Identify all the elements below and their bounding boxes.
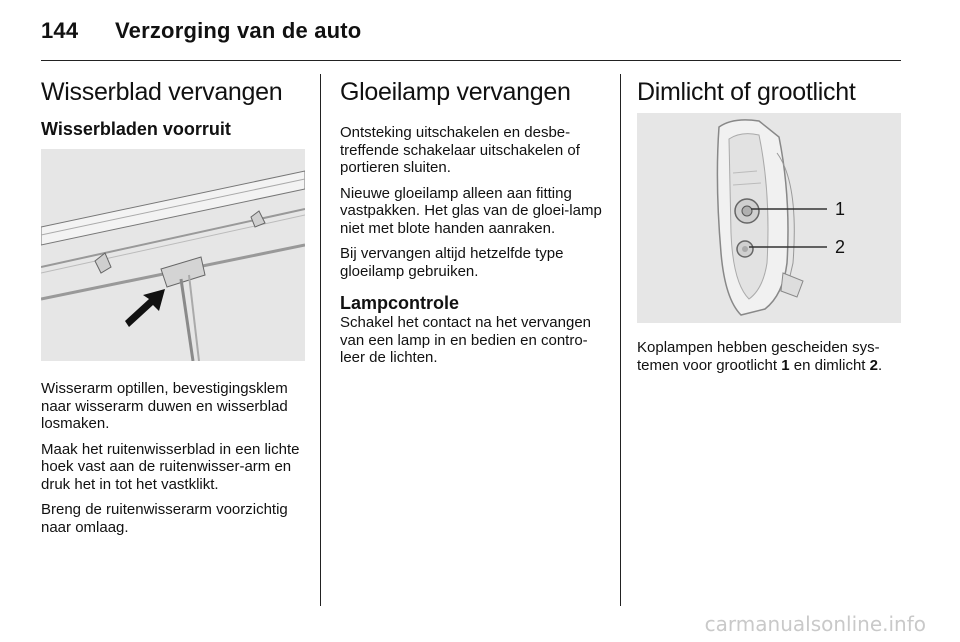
watermark: carmanualsonline.info <box>704 612 926 636</box>
wiper-blade-illustration <box>41 149 305 361</box>
column-divider-1 <box>320 74 321 606</box>
headlight-text-mid: en dimlicht <box>789 356 870 374</box>
headlight-illustration <box>637 113 901 323</box>
low-beam-ref: 2 <box>869 356 878 374</box>
headlight-text-end: . <box>877 356 883 374</box>
callout-1: 1 <box>835 199 846 219</box>
subheading-lamp-check: Lampcontrole <box>340 293 460 313</box>
high-beam-ref: 1 <box>781 356 790 374</box>
wiper-paragraph-2: Maak het ruitenwisserblad in een lichte hoek vast aan de ruitenwisser-arm en druk het in tot het vastklikt. <box>41 440 300 493</box>
headlight-paragraph <box>637 339 901 374</box>
headlight-text-start: Koplampen hebben gescheiden sys-temen voor grootlicht <box>637 339 880 374</box>
section-heading-headlight: Dimlicht of grootlicht <box>637 78 856 106</box>
wiper-paragraph-1: Wisserarm optillen, bevestigingsklem naar wisserarm duwen en wisserblad losmaken. <box>41 380 288 432</box>
lamp-check-paragraph: Schakel het contact na het vervangen van een lamp in en bedien en contro-leer de lichten. <box>340 314 592 366</box>
header-rule <box>41 60 901 61</box>
column-divider-2 <box>620 74 621 606</box>
subheading-wiper-blades: Wisserbladen voorruit <box>41 119 231 139</box>
bulb-paragraph-3: Bij vervangen altijd hetzelfde type gloeilamp gebruiken. <box>340 245 564 280</box>
column-wiper <box>41 74 305 536</box>
page-number: 144 <box>41 18 79 43</box>
wiper-paragraph-3: Breng de ruitenwisserarm voorzichtig naar omlaag. <box>41 501 288 536</box>
section-heading-bulb: Gloeilamp vervangen <box>340 78 571 106</box>
bulb-paragraph-2: Nieuwe gloeilamp alleen aan fitting vastpakken. Het glas van de gloei-lamp niet met blote handen aanraken. <box>340 184 602 237</box>
callout-2: 2 <box>835 237 846 257</box>
page-header <box>41 18 361 44</box>
bulb-paragraph-1: Ontsteking uitschakelen en desbe-treffende schakelaar uitschakelen of portieren sluiten. <box>340 124 580 176</box>
column-headlight <box>637 74 901 374</box>
chapter-title: Verzorging van de auto <box>115 18 362 43</box>
section-heading-wiper: Wisserblad vervangen <box>41 78 283 106</box>
column-bulb <box>340 74 606 367</box>
